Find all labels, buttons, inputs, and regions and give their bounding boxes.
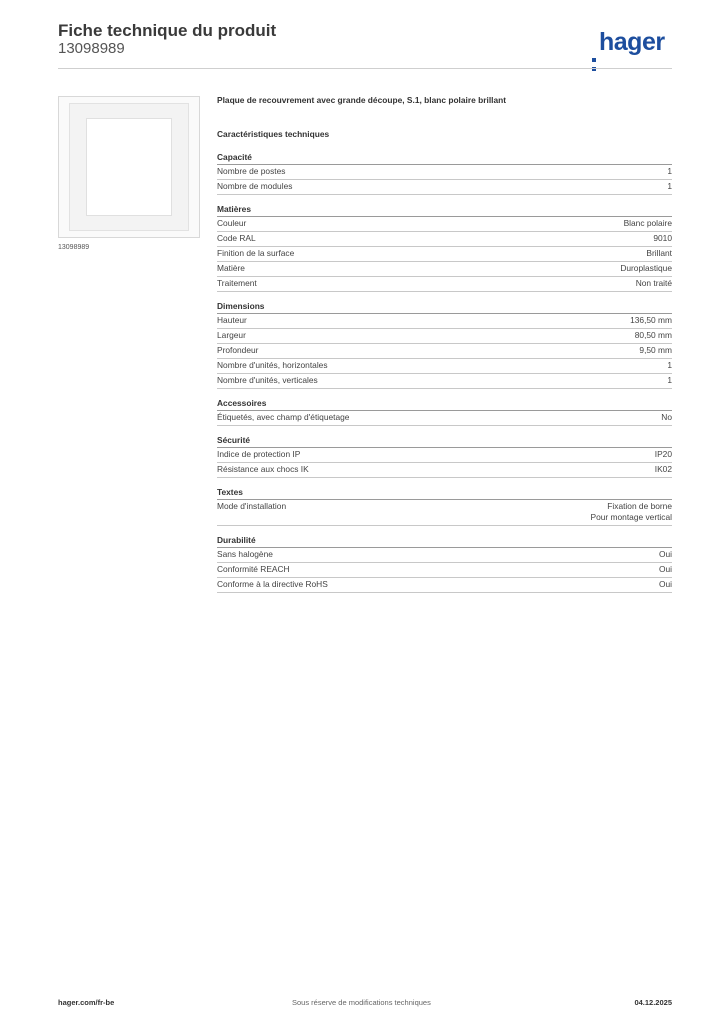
footer-notice: Sous réserve de modifications techniques [292,998,431,1007]
spec-value [655,449,672,460]
spec-value-line: Pour montage vertical [590,512,672,522]
spec-group [217,301,672,389]
spec-value-line: 9,50 mm [639,345,672,355]
spec-label: Nombre de modules [217,181,293,191]
spec-label: Nombre d'unités, verticales [217,375,318,385]
spec-value-line: No [661,412,672,422]
spec-row [217,247,672,262]
spec-value [661,412,672,423]
spec-value [659,549,672,560]
spec-group-title: Matières [217,204,672,217]
spec-row [217,578,672,593]
spec-row [217,563,672,578]
spec-value-line: Brillant [646,248,672,258]
spec-value [639,345,672,356]
footer-website-link[interactable]: hager.com/fr-be [58,998,115,1007]
spec-label: Matière [217,263,245,273]
spec-row [217,548,672,563]
spec-value-line: Oui [658,564,672,574]
spec-value [636,278,672,289]
spec-label: Mode d'installation [217,501,287,511]
spec-row [217,277,672,292]
spec-label: Résistance aux chocs IK [217,464,309,474]
spec-group [217,535,672,593]
spec-value-line: 1 [667,375,672,385]
spec-value [646,248,672,259]
spec-row [217,411,672,426]
spec-value-line: Oui [658,579,672,589]
spec-label: Code RAL [217,233,256,243]
spec-value [667,181,672,192]
spec-heading: Caractéristiques techniques [217,129,330,139]
spec-label: Couleur [217,218,247,228]
spec-group-title: Sécurité [217,435,672,448]
spec-label: Nombre de postes [217,166,286,176]
spec-value-line: Fixation de borne [607,501,672,511]
page-title: Fiche technique du produit [58,21,277,40]
spec-value-line: 1 [667,166,672,176]
footer-date: 04.12.2025 [634,998,672,1007]
spec-group-title: Durabilité [217,535,672,548]
product-image [58,96,200,238]
spec-group-title: Capacité [217,152,672,165]
spec-row [217,500,672,526]
spec-value-line: 1 [667,181,672,191]
spec-value-line: IK02 [654,464,672,474]
spec-value [620,263,672,274]
spec-value [667,360,672,371]
spec-row [217,374,672,389]
spec-label: Largeur [217,330,246,340]
spec-value-line: 9010 [653,233,672,243]
product-description: Plaque de recouvrement avec grande découpe, S.1, blanc polaire brillant [217,95,507,105]
spec-row [217,262,672,277]
spec-value [635,330,672,341]
cover-plate-illustration [69,103,189,231]
spec-value-line: IP20 [654,449,672,459]
spec-label: Conforme à la directive RoHS [217,579,328,589]
header-divider [58,68,672,69]
spec-label: Profondeur [217,345,259,355]
spec-value [653,233,672,244]
spec-group [217,487,672,526]
spec-value-line: 1 [667,360,672,370]
spec-content [217,95,672,602]
spec-row [217,180,672,195]
spec-row [217,448,672,463]
spec-label: Étiquetés, avec champ d'étiquetage [217,412,350,422]
spec-value [667,375,672,386]
spec-value [667,166,672,177]
image-caption: 13098989 [58,244,90,251]
spec-value [591,501,672,523]
logo-text: hager [599,28,665,56]
spec-groups [217,152,672,593]
spec-group-title: Textes [217,487,672,500]
spec-value-line: 80,50 mm [634,330,672,340]
spec-row [217,329,672,344]
hager-logo [592,28,665,56]
spec-value [659,564,672,575]
spec-label: Hauteur [217,315,247,325]
spec-label: Conformité REACH [217,564,290,574]
spec-row [217,314,672,329]
product-code: 13098989 [58,40,125,57]
spec-row [217,359,672,374]
spec-label: Indice de protection IP [217,449,301,459]
spec-value-line: Duroplastique [620,263,672,273]
plate-cutout [86,118,172,216]
spec-row [217,344,672,359]
spec-value-line: Non traité [635,278,672,288]
spec-group [217,152,672,195]
spec-row [217,165,672,180]
spec-value [624,218,672,229]
spec-value [630,315,672,326]
spec-row [217,232,672,247]
spec-label: Finition de la surface [217,248,295,258]
spec-group-title: Accessoires [217,398,672,411]
spec-row [217,463,672,478]
spec-label: Sans halogène [217,549,273,559]
spec-value-line: 136,50 mm [630,315,672,325]
spec-group [217,398,672,426]
spec-group [217,435,672,478]
spec-value [655,464,672,475]
spec-value [659,579,672,590]
spec-value-line: Oui [658,549,672,559]
spec-label: Nombre d'unités, horizontales [217,360,328,370]
spec-row [217,217,672,232]
spec-label: Traitement [217,278,257,288]
spec-group [217,204,672,292]
spec-group-title: Dimensions [217,301,672,314]
spec-value-line: Blanc polaire [623,218,672,228]
